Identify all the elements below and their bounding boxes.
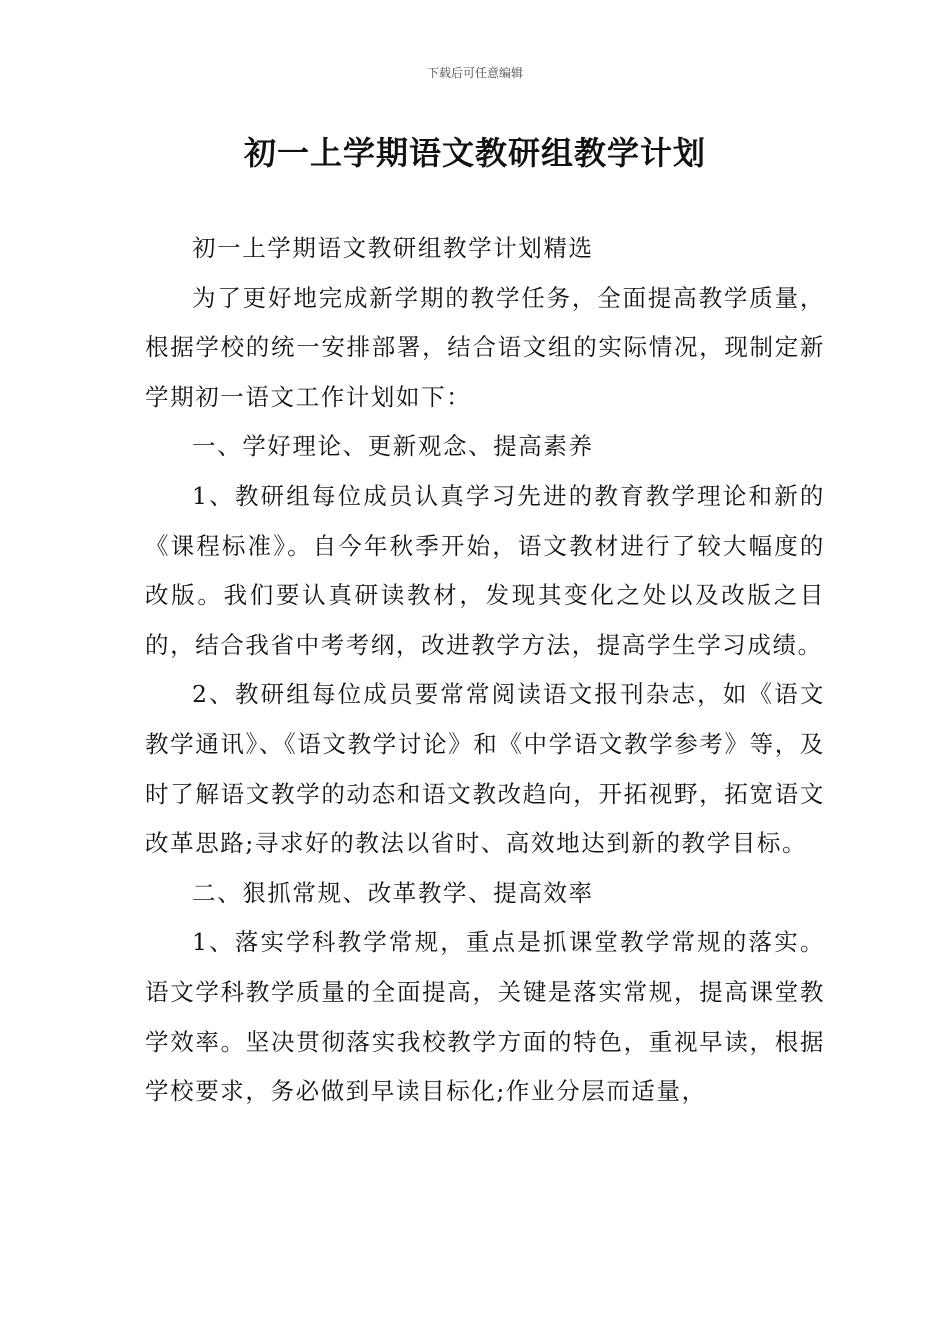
- paragraph-item-1-2: 2、教研组每位成员要常常阅读语文报刊杂志，如《语文教学通讯》、《语文教学讨论》和《中学语文教学参考》等，及时了解语文教学的动态和语文教改趋向，开拓视野，拓宽语文改革思路;寻求好的教法以省时、高效地达到新的教学目标。: [145, 680, 825, 858]
- document-body: [145, 224, 825, 1117]
- section-heading-2: 二、狠抓常规、改革教学、提高效率: [192, 878, 594, 907]
- header-note: 下载后可任意编辑: [426, 66, 523, 80]
- paragraph-item-1-1: 1、教研组每位成员认真学习先进的教育教学理论和新的《课程标准》。自今年秋季开始，语文教材进行了较大幅度的改版。我们要认真研读教材，发现其变化之处以及改版之目的，结合我省中考考纲，改进教学方法，提高学生学习成绩。: [145, 481, 825, 659]
- document-title: 初一上学期语文教研组教学计划: [243, 134, 706, 172]
- paragraph-subtitle: 初一上学期语文教研组教学计划精选: [192, 234, 594, 262]
- paragraph-item-2-1: 1、落实学科教学常规，重点是抓课堂教学常规的落实。语文学科教学质量的全面提高，关键是落实常规，提高课堂教学效率。坚决贯彻落实我校教学方面的特色，重视早读，根据学校要求，务必做到早读目标化;作业分层而适量，: [145, 928, 825, 1106]
- section-heading-1: 一、学好理论、更新观念、提高素养: [192, 432, 594, 461]
- paragraph-intro: 为了更好地完成新学期的教学任务，全面提高教学质量，根据学校的统一安排部署，结合语文组的实际情况，现制定新学期初一语文工作计划如下：: [145, 283, 825, 411]
